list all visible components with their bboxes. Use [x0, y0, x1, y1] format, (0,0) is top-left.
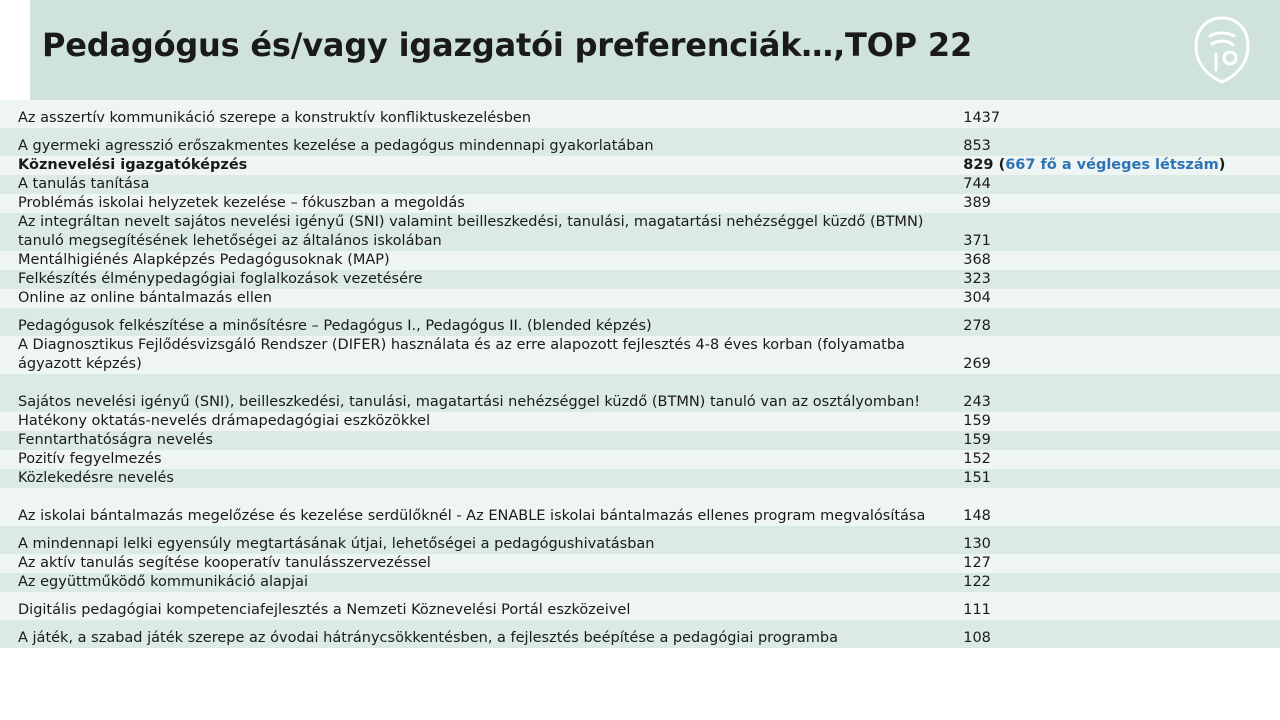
- row-value: 148: [953, 488, 1280, 526]
- table-row: [0, 526, 1280, 554]
- slide-header: [0, 0, 1280, 100]
- row-value: 243: [953, 374, 1280, 412]
- institution-logo-icon: [1186, 14, 1258, 86]
- table-row: [0, 469, 1280, 488]
- row-label: Az integráltan nevelt sajátos nevelési igényű (SNI) valamint beilleszkedési, tanulási, magatartási nehézséggel küzdő (BTMN) tanuló megsegítésének lehetőségei az általános iskolában: [0, 213, 953, 251]
- table-row: [0, 128, 1280, 156]
- table-row: [0, 450, 1280, 469]
- row-value: 368: [953, 251, 1280, 270]
- row-value: 151: [953, 469, 1280, 488]
- row-label: Fenntarthatóságra nevelés: [0, 431, 953, 450]
- row-value: 389: [953, 194, 1280, 213]
- row-label: A gyermeki agresszió erőszakmentes kezelése a pedagógus mindennapi gyakorlatában: [0, 128, 953, 156]
- table-row: [0, 412, 1280, 431]
- row-label: Az iskolai bántalmazás megelőzése és kezelése serdülőknél - Az ENABLE iskolai bántalmazás ellenes program megvalósítása: [0, 488, 953, 526]
- table-row: [0, 175, 1280, 194]
- table-row: [0, 194, 1280, 213]
- row-label: Pedagógusok felkészítése a minősítésre – Pedagógus I., Pedagógus II. (blended képzés): [0, 308, 953, 336]
- row-label: Az aktív tanulás segítése kooperatív tanulásszervezéssel: [0, 554, 953, 573]
- row-label: Köznevelési igazgatóképzés: [0, 156, 953, 175]
- row-label: A játék, a szabad játék szerepe az óvodai hátránycsökkentésben, a fejlesztés beépítése a pedagógiai programba: [0, 620, 953, 648]
- table-row: [0, 488, 1280, 526]
- row-value: 269: [953, 336, 1280, 374]
- row-label: Sajátos nevelési igényű (SNI), beilleszkedési, tanulási, magatartási nehézséggel küzdő (BTMN) tanuló van az osztályomban!: [0, 374, 953, 412]
- row-value: 159: [953, 431, 1280, 450]
- row-value: 371: [953, 213, 1280, 251]
- table-row: [0, 156, 1280, 175]
- table-row: [0, 270, 1280, 289]
- row-label: Digitális pedagógiai kompetenciafejlesztés a Nemzeti Köznevelési Portál eszközeivel: [0, 592, 953, 620]
- row-value: 278: [953, 308, 1280, 336]
- row-label: A tanulás tanítása: [0, 175, 953, 194]
- table-body: [0, 100, 1280, 648]
- row-label: Pozitív fegyelmezés: [0, 450, 953, 469]
- preferences-table: [0, 100, 1280, 648]
- row-value: 111: [953, 592, 1280, 620]
- page-title: Pedagógus és/vagy igazgatói preferenciák…,TOP 22: [42, 26, 973, 64]
- row-value: 152: [953, 450, 1280, 469]
- row-label: A mindennapi lelki egyensúly megtartásának útjai, lehetőségei a pedagógushivatásban: [0, 526, 953, 554]
- row-label: Az asszertív kommunikáció szerepe a konstruktív konfliktuskezelésben: [0, 100, 953, 128]
- table-row: [0, 554, 1280, 573]
- table-row: [0, 289, 1280, 308]
- row-value: 829 (667 fő a végleges létszám): [953, 156, 1280, 175]
- row-value: 853: [953, 128, 1280, 156]
- row-value: 130: [953, 526, 1280, 554]
- row-label: Mentálhigiénés Alapképzés Pedagógusoknak (MAP): [0, 251, 953, 270]
- table-row: [0, 336, 1280, 374]
- row-label: A Diagnosztikus Fejlődésvizsgáló Rendszer (DIFER) használata és az erre alapozott fejlesztés 4-8 éves korban (folyamatba ágyazott képzés): [0, 336, 953, 374]
- row-value: 122: [953, 573, 1280, 592]
- row-value: 744: [953, 175, 1280, 194]
- row-label: Online az online bántalmazás ellen: [0, 289, 953, 308]
- row-label: Az együttműködő kommunikáció alapjai: [0, 573, 953, 592]
- table-row: [0, 374, 1280, 412]
- table-row: [0, 213, 1280, 251]
- table-row: [0, 431, 1280, 450]
- row-value: 159: [953, 412, 1280, 431]
- table-row: [0, 592, 1280, 620]
- row-value: 127: [953, 554, 1280, 573]
- row-label: Hatékony oktatás-nevelés drámapedagógiai eszközökkel: [0, 412, 953, 431]
- header-left-accent: [0, 0, 30, 100]
- row-label: Problémás iskolai helyzetek kezelése – fókuszban a megoldás: [0, 194, 953, 213]
- table-row: [0, 100, 1280, 128]
- row-value: 108: [953, 620, 1280, 648]
- row-note: 667 fő a végleges létszám: [1005, 157, 1219, 174]
- table-row: [0, 620, 1280, 648]
- row-value: 1437: [953, 100, 1280, 128]
- table-row: [0, 573, 1280, 592]
- row-label: Felkészítés élménypedagógiai foglalkozások vezetésére: [0, 270, 953, 289]
- table-row: [0, 251, 1280, 270]
- row-value: 304: [953, 289, 1280, 308]
- preferences-table-container: [0, 100, 1280, 720]
- table-row: [0, 308, 1280, 336]
- row-value: 323: [953, 270, 1280, 289]
- row-label: Közlekedésre nevelés: [0, 469, 953, 488]
